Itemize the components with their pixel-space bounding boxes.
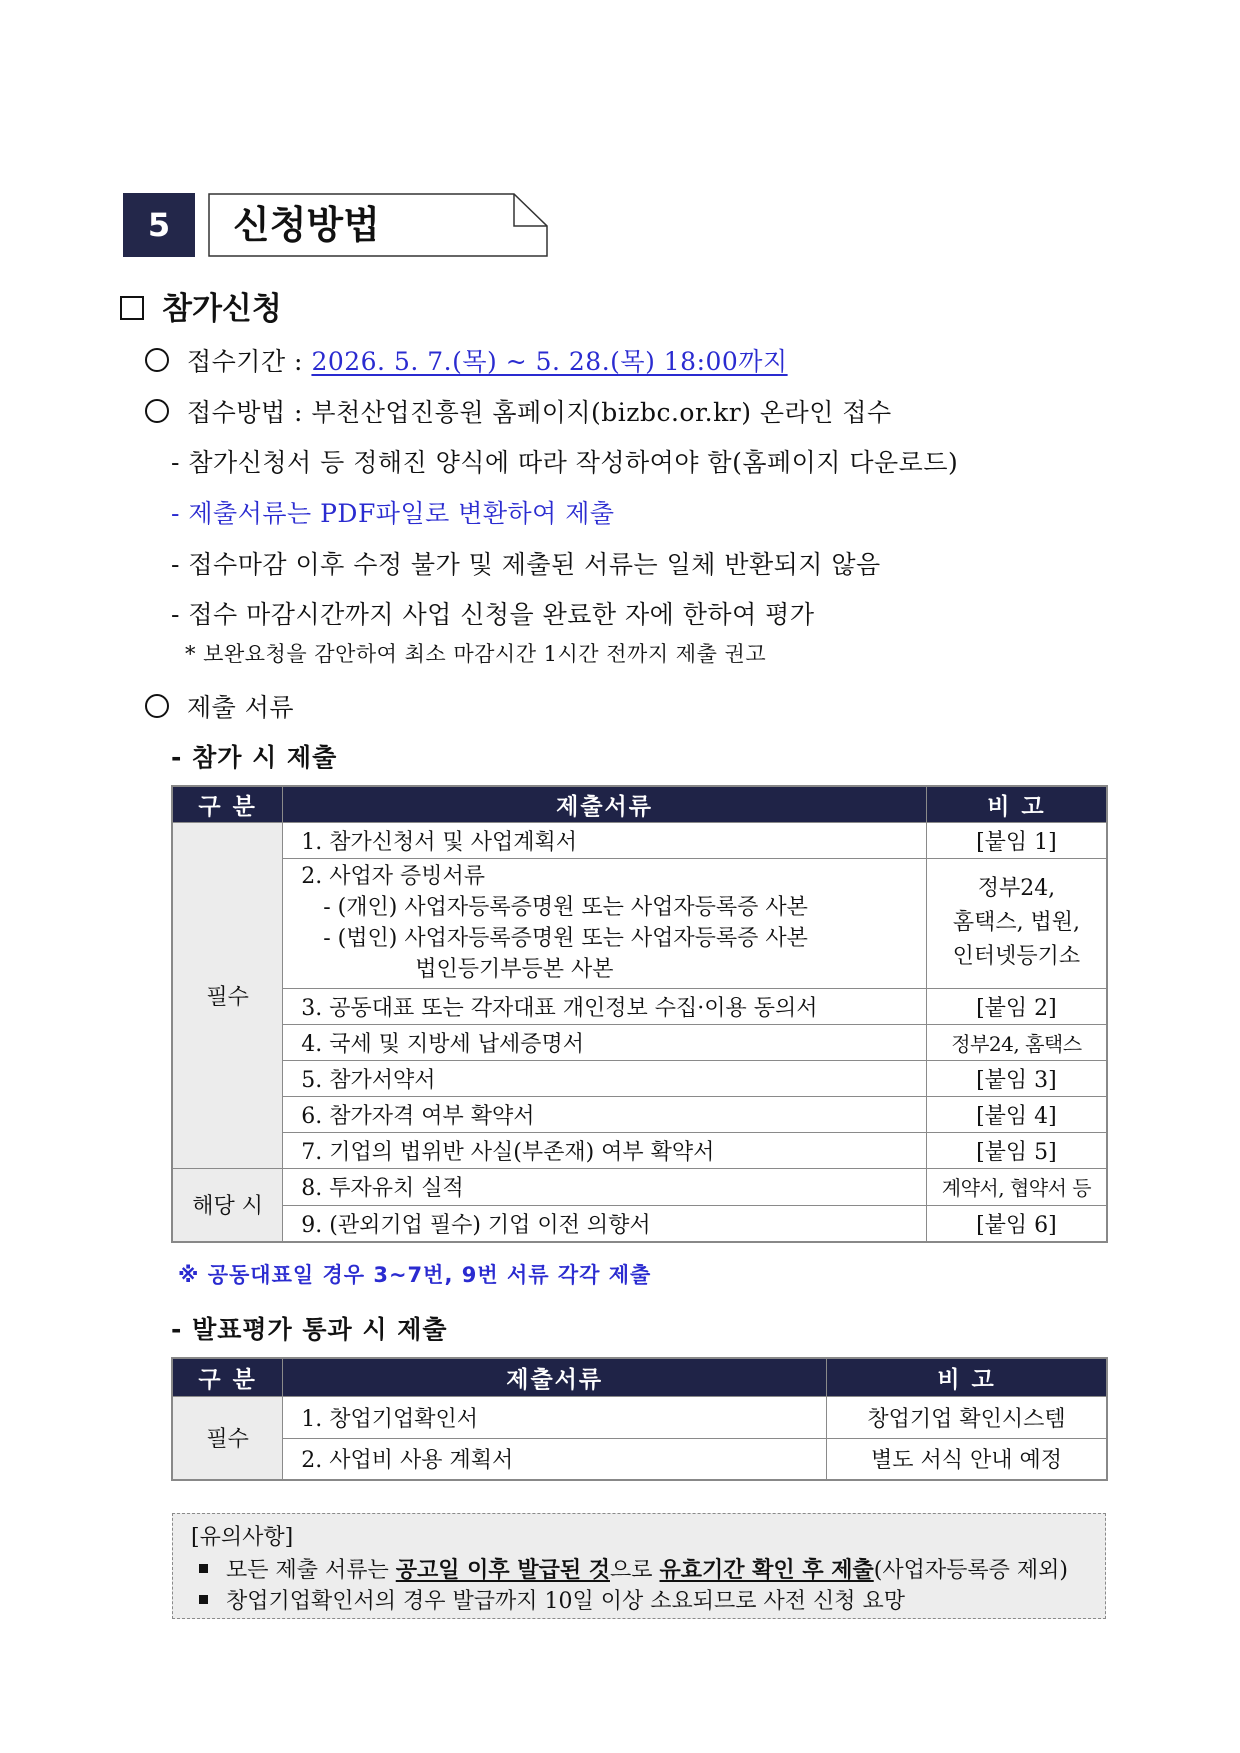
table-row <box>172 1096 1107 1132</box>
remark-cell: 정부24, 홈택스 <box>926 1024 1107 1060</box>
remark-line: 홈택스, 법원, <box>952 910 1081 935</box>
caution-box <box>172 1513 1106 1619</box>
table-row <box>172 988 1107 1024</box>
doc-cell: 1. 참가신청서 및 사업계획서 <box>283 822 927 858</box>
heading-text: 참가신청 <box>162 291 282 327</box>
doc-cell: 4. 국세 및 지방세 납세증명서 <box>283 1024 927 1060</box>
doc-subline: - (법인) 사업자등록증명원 또는 사업자등록증 사본 <box>323 926 808 951</box>
method-text: 접수방법 : 부천산업진흥원 홈페이지(bizbc.or.kr) 온라인 접수 <box>187 398 892 427</box>
caution-text: 창업기업확인서의 경우 발급까지 10일 이상 소요되므로 사전 신청 요망 <box>226 1589 905 1614</box>
table-row <box>172 1168 1107 1205</box>
remark-cell: 별도 서식 안내 예정 <box>827 1438 1107 1480</box>
doc-cell: 1. 창업기업확인서 <box>283 1396 827 1438</box>
table-row <box>172 1205 1107 1242</box>
period-value: 2026. 5. 7.(목) ~ 5. 28.(목) 18:00까지 <box>311 347 788 376</box>
method-item-2 <box>171 494 615 530</box>
category-applicable: 해당 시 <box>172 1168 283 1242</box>
remark-cell: 창업기업 확인시스템 <box>827 1396 1107 1438</box>
section-title-box <box>208 193 548 257</box>
doc-line: 2. 사업자 증빙서류 <box>301 864 485 889</box>
header-category: 구 분 <box>172 786 283 822</box>
method-note: * 보완요청을 감안하여 최소 마감시간 1시간 전까지 제출 권고 <box>185 642 767 666</box>
header-remark: 비 고 <box>827 1358 1107 1396</box>
section-number: 5 <box>123 193 195 257</box>
remark-line: 인터넷등기소 <box>952 944 1081 969</box>
doc-cell: 2. 사업비 사용 계획서 <box>283 1438 827 1480</box>
table-header-row <box>172 786 1107 822</box>
doc-cell: 6. 참가자격 여부 확약서 <box>283 1096 927 1132</box>
method-item-4: - 접수 마감시간까지 사업 신청을 완료한 자에 한하여 평가 <box>171 600 815 629</box>
circle-bullet-icon <box>145 399 169 423</box>
caution-title: [유의사항] <box>191 1525 294 1550</box>
method-line <box>145 393 892 429</box>
table2-title: - 발표평가 통과 시 제출 <box>171 1315 448 1344</box>
doc-cell-multiline <box>283 858 927 988</box>
header-remark: 비 고 <box>926 786 1107 822</box>
documents-label: 제출 서류 <box>187 693 295 722</box>
table-participation-docs <box>171 785 1108 1243</box>
remark-cell: [붙임 4] <box>926 1096 1107 1132</box>
remark-cell: [붙임 6] <box>926 1205 1107 1242</box>
circle-bullet-icon <box>145 348 169 372</box>
documents-line <box>145 688 294 724</box>
category-required: 필수 <box>172 822 283 1168</box>
table-row <box>172 1438 1107 1480</box>
remark-line: 정부24, <box>977 876 1056 901</box>
remark-cell: [붙임 5] <box>926 1132 1107 1168</box>
table-header-row <box>172 1358 1107 1396</box>
remark-cell-multiline <box>926 858 1107 988</box>
method-item-2-text: - 제출서류는 PDF파일로 변환하여 제출 <box>171 499 615 528</box>
section-title: 신청방법 <box>233 203 380 247</box>
header-document: 제출서류 <box>283 1358 827 1396</box>
table-row <box>172 858 1107 988</box>
remark-cell: [붙임 1] <box>926 822 1107 858</box>
header-category: 구 분 <box>172 1358 283 1396</box>
caution-text: 모든 제출 서류는 <box>226 1558 396 1583</box>
table-row <box>172 1024 1107 1060</box>
doc-cell: 9. (관외기업 필수) 기업 이전 의향서 <box>283 1205 927 1242</box>
caution-text: 으로 <box>610 1558 660 1583</box>
caution-emphasis: 유효기간 확인 후 제출 <box>659 1557 874 1583</box>
method-item-3: - 접수마감 이후 수정 불가 및 제출된 서류는 일체 반환되지 않음 <box>171 550 881 579</box>
caution-text: (사업자등록증 제외) <box>873 1558 1068 1583</box>
category-required: 필수 <box>172 1396 283 1480</box>
period-line <box>145 342 788 378</box>
doc-subline: 법인등기부등본 사본 <box>415 957 614 982</box>
table-row <box>172 822 1107 858</box>
caution-item-1 <box>191 1554 1105 1586</box>
table1-note: ※ 공동대표일 경우 3~7번, 9번 서류 각각 제출 <box>178 1263 652 1287</box>
caution-emphasis: 공고일 이후 발급된 것 <box>395 1557 610 1583</box>
table-row <box>172 1396 1107 1438</box>
table1-title: - 참가 시 제출 <box>171 743 338 772</box>
header-document: 제출서류 <box>283 786 927 822</box>
period-label: 접수기간 : <box>187 347 303 376</box>
table-presentation-docs <box>171 1357 1108 1481</box>
table-row <box>172 1132 1107 1168</box>
doc-subline: - (개인) 사업자등록증명원 또는 사업자등록증 사본 <box>323 895 808 920</box>
method-item-1: - 참가신청서 등 정해진 양식에 따라 작성하여야 함(홈페이지 다운로드) <box>171 448 959 477</box>
doc-cell: 5. 참가서약서 <box>283 1060 927 1096</box>
remark-cell: 계약서, 협약서 등 <box>926 1168 1107 1205</box>
caution-item-2 <box>191 1586 1105 1618</box>
checkbox-square-icon <box>120 296 144 320</box>
heading <box>120 283 282 328</box>
remark-cell: [붙임 2] <box>926 988 1107 1024</box>
square-bullet-icon <box>199 1564 208 1573</box>
remark-cell: [붙임 3] <box>926 1060 1107 1096</box>
doc-cell: 8. 투자유치 실적 <box>283 1168 927 1205</box>
doc-cell: 3. 공동대표 또는 각자대표 개인정보 수집·이용 동의서 <box>283 988 927 1024</box>
square-bullet-icon <box>199 1595 208 1604</box>
doc-cell: 7. 기업의 법위반 사실(부존재) 여부 확약서 <box>283 1132 927 1168</box>
table-row <box>172 1060 1107 1096</box>
circle-bullet-icon <box>145 694 169 718</box>
